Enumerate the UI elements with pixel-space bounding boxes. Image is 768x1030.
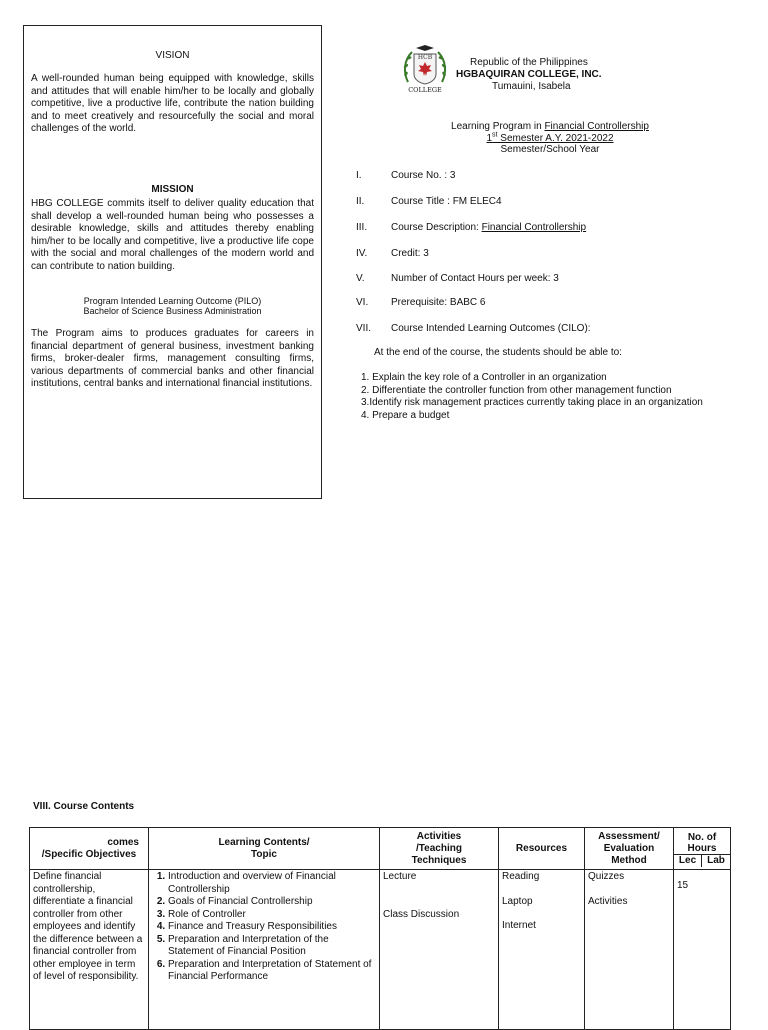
mission-text: HBG COLLEGE commits itself to deliver quality education that shall develop a well-rounded human being who possesses a desirable knowledge, skills and attitudes thereby enabling him/her to be locally and competitive, live a productive life cope with the social and moral challenges of the modern world and can contribute to nation building. xyxy=(31,198,314,272)
objective-item: 3.Identify risk management practices currently taking place in an organization xyxy=(361,397,703,408)
lec-hours: 15 xyxy=(677,880,689,891)
resources-cell: Reading Laptop Internet xyxy=(499,870,585,1030)
activities-cell: Lecture Class Discussion xyxy=(380,870,499,1030)
college-header xyxy=(400,44,700,104)
logo-letters: HCB xyxy=(417,54,433,61)
hours-cell xyxy=(674,870,731,1030)
course-contents-table xyxy=(29,827,731,1030)
topics-cell xyxy=(149,870,380,1030)
topic-item: 6. Preparation and Interpretation of Statement of Financial Performance xyxy=(168,959,376,984)
college-town: Tumauini, Isabela xyxy=(492,81,571,92)
header-lab: Lab xyxy=(702,854,730,867)
cilo-intro: At the end of the course, the students should be able to: xyxy=(374,347,622,358)
course-contents-heading: VIII. Course Contents xyxy=(33,801,135,812)
mission-title: MISSION xyxy=(151,184,194,195)
cilo-objectives xyxy=(361,372,729,422)
objective-item: 4. Prepare a budget xyxy=(361,409,450,421)
topic-item: 5. Preparation and Interpretation of the Statement of Financial Position xyxy=(168,934,376,959)
pilo-title: Program Intended Learning Outcome (PILO) xyxy=(83,296,262,306)
vision-mission-box xyxy=(23,25,322,499)
republic-text: Republic of the Philippines xyxy=(470,57,588,68)
pilo-subtitle: Bachelor of Science Business Administration xyxy=(83,306,262,316)
program-line-3: Semester/School Year xyxy=(500,144,600,155)
program-line-1: Learning Program in Financial Controllership xyxy=(451,121,649,132)
header-outcomes: comes /Specific Objectives xyxy=(30,828,149,870)
college-name: HGBAQUIRAN COLLEGE, INC. xyxy=(456,69,602,80)
objective-cell: Define financial controllership, differentiate a financial controller from other employees and identify the difference between a financial controller from other employee in term of level of responsibility. xyxy=(30,870,149,1030)
header-activities: Activities /Teaching Techniques xyxy=(380,828,499,870)
topic-item: 4. Finance and Treasury Responsibilities xyxy=(168,921,376,934)
objective-item: 1. Explain the key role of a Controller in an organization xyxy=(361,372,607,383)
topic-item: 1. Introduction and overview of Financial Controllership xyxy=(168,871,376,896)
topic-item: 3. Role of Controller xyxy=(168,909,376,922)
header-lec: Lec xyxy=(674,854,702,867)
vision-title: VISION xyxy=(155,50,190,61)
objective-item: 2. Differentiate the controller function from other management function xyxy=(361,384,672,396)
logo-text: COLLEGE xyxy=(408,86,442,94)
header-learning-contents: Learning Contents/ Topic xyxy=(149,828,380,870)
program-subject: Financial Controllership xyxy=(544,121,649,132)
topics-list xyxy=(152,871,376,984)
program-semester: 1st Semester A.Y. 2021-2022 xyxy=(486,131,614,144)
header-hours: No. of Hours Lec Lab xyxy=(674,828,731,870)
topic-item: 2. Goals of Financial Controllership xyxy=(168,896,376,909)
assessment-cell: Quizzes Activities xyxy=(585,870,674,1030)
header-assessment: Assessment/ Evaluation Method xyxy=(585,828,674,870)
vision-text: A well-rounded human being equipped with knowledge, skills and attitudes that will enable him/her to be locally and globally competitive, live a productive life, contribute the nation building and to meet creatively and resourcefully the social and moral challenges of the world. xyxy=(31,73,314,134)
pilo-text: The Program aims to produces graduates for careers in financial department of general business, investment banking firms, broker-dealer firms, management consulting firms, various departments of commercial banks and other financial institutions, central banks and international financial institutions. xyxy=(31,328,314,389)
header-resources: Resources xyxy=(499,828,585,870)
program-title-block xyxy=(400,121,700,156)
college-logo-icon xyxy=(400,44,450,94)
